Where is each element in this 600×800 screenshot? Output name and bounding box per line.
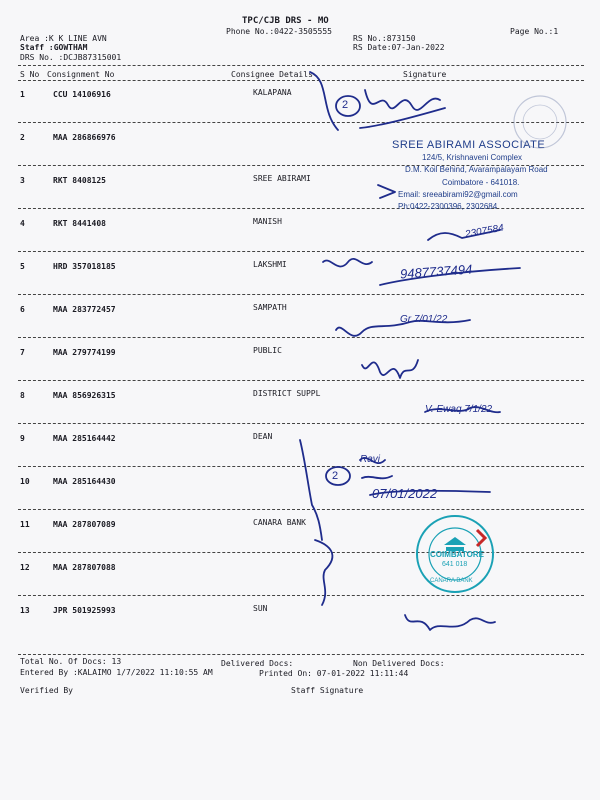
- row9-handwritten-date: 07/01/2022: [372, 486, 438, 501]
- row-consignment: MAA 287807089: [53, 520, 116, 529]
- entered-by: Entered By :KALAIMO 1/7/2022 11:10:55 AM: [20, 668, 213, 677]
- row-consignee: DISTRICT SUPPL: [253, 389, 321, 398]
- bank-seal-bank: CANARA BANK: [430, 578, 473, 584]
- row-sno: 3: [20, 176, 25, 185]
- row-consignee: LAKSHMI: [253, 260, 287, 269]
- stamp-phone: Ph:0422-2300396, 2302684: [398, 202, 498, 211]
- row-consignee: PUBLIC: [253, 346, 282, 355]
- row-consignee: CANARA BANK: [253, 518, 306, 527]
- row-consignee: SUN: [253, 604, 268, 613]
- row-consignee: KALAPANA: [253, 88, 292, 97]
- row-consignee: SAMPATH: [253, 303, 287, 312]
- col-sno: S No: [20, 70, 40, 79]
- staff-signature: Staff Signature: [291, 686, 364, 695]
- row9-handwritten-name: Ravi: [360, 454, 381, 465]
- row-consignee: DEAN: [253, 432, 273, 441]
- row-consignment: HRD 357018185: [53, 262, 116, 271]
- document-title: TPC/CJB DRS - MO: [242, 16, 329, 26]
- row8-handwritten: V. Ewaq 7/1/22: [425, 404, 493, 415]
- printed-on: Printed On: 07-01-2022 11:11:44: [259, 669, 409, 678]
- row6-handwritten: Gr 7/01/22: [400, 314, 448, 325]
- row-sno: 6: [20, 305, 25, 314]
- row-consignee: SREE ABIRAMI: [253, 174, 311, 183]
- row-consignment: RKT 8408125: [53, 176, 106, 185]
- delivered-docs: Delivered Docs:: [221, 659, 294, 668]
- row-sno: 4: [20, 219, 25, 228]
- row9-circled-two: 2: [332, 470, 339, 482]
- row-consignment: MAA 279774199: [53, 348, 116, 357]
- row-sno: 5: [20, 262, 25, 271]
- row-sno: 1: [20, 90, 25, 99]
- stamp-address-1: 124/5, Krishnaveni Complex: [422, 153, 523, 162]
- row-consignment: CCU 14106916: [53, 90, 111, 99]
- staff-label: Staff :GOWTHAM: [20, 43, 88, 52]
- row-consignment: RKT 8441408: [53, 219, 106, 228]
- col-consignment: Consignment No: [47, 70, 115, 79]
- stamp-company-name: SREE ABIRAMI ASSOCIATE: [392, 139, 546, 151]
- stamp-address-2: D.M. Koil Behind, Avarampalayam Road: [405, 165, 548, 174]
- row-sno: 8: [20, 391, 25, 400]
- row-consignment: MAA 283772457: [53, 305, 116, 314]
- row-sno: 2: [20, 133, 25, 142]
- row-sno: 13: [20, 606, 30, 615]
- row-sno: 11: [20, 520, 30, 529]
- stamp-address-3: Coimbatore - 641018.: [442, 178, 520, 187]
- bank-seal-pin: 641 018: [442, 561, 468, 568]
- area-label: Area :K K LINE AVN: [20, 34, 107, 43]
- phone-number: Phone No.:0422-3505555: [226, 27, 332, 36]
- row-consignment: MAA 856926315: [53, 391, 116, 400]
- row4-handwritten-number: 2307584: [464, 222, 505, 241]
- rs-number: RS No.:873150: [353, 34, 416, 43]
- rs-date: RS Date:07-Jan-2022: [353, 43, 445, 52]
- col-signature: Signature: [403, 70, 447, 79]
- col-consignee: Consignee Details: [231, 70, 313, 79]
- row-consignment: MAA 285164430: [53, 477, 116, 486]
- row-sno: 12: [20, 563, 30, 572]
- verified-by: Verified By: [20, 686, 73, 695]
- row-consignment: MAA 286866976: [53, 133, 116, 142]
- drs-number: DRS No. :DCJB87315001: [20, 53, 122, 62]
- row1-circled-two: 2: [342, 99, 349, 111]
- stamp-email: Email: sreeabirami92@gmail.com: [398, 190, 518, 199]
- row5-handwritten-phone: 9487737494: [399, 261, 473, 282]
- row-consignment: MAA 287807088: [53, 563, 116, 572]
- row-consignee: MANISH: [253, 217, 282, 226]
- row-sno: 7: [20, 348, 25, 357]
- row-sno: 10: [20, 477, 30, 486]
- bank-seal-city: COIMBATORE: [430, 550, 484, 559]
- row-consignment: MAA 285164442: [53, 434, 116, 443]
- row-consignment: JPR 501925993: [53, 606, 116, 615]
- page-number: Page No.:1: [510, 27, 559, 36]
- total-docs: Total No. Of Docs: 13: [20, 657, 122, 666]
- non-delivered-docs: Non Delivered Docs:: [353, 659, 445, 668]
- row-sno: 9: [20, 434, 25, 443]
